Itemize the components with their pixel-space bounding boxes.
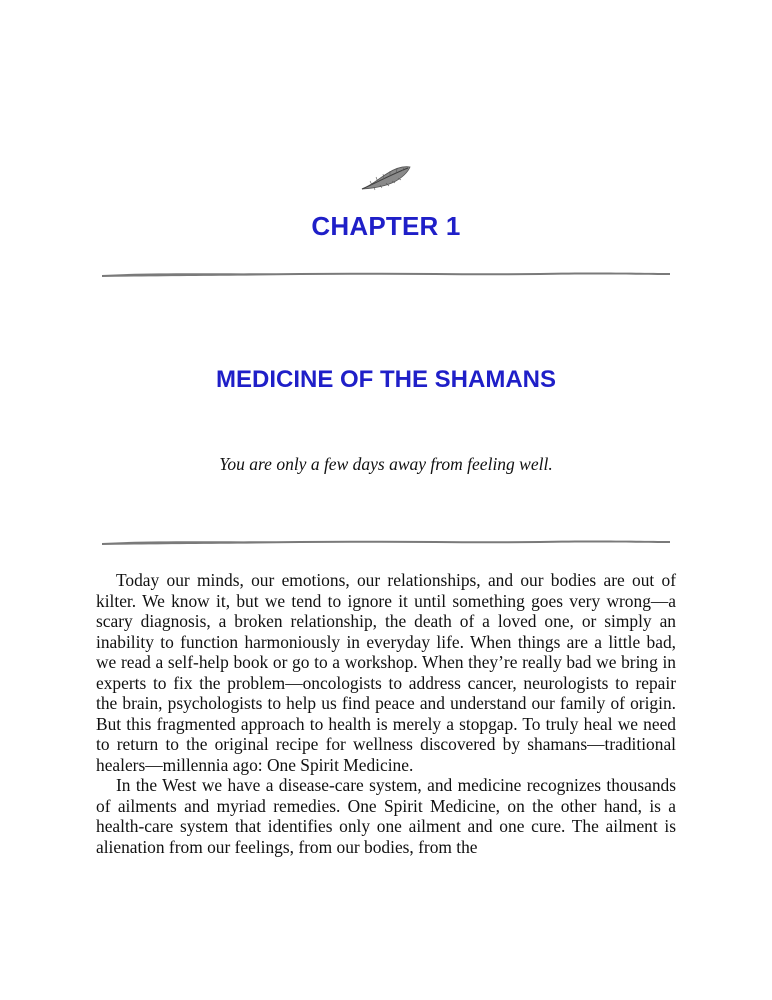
divider-rule	[100, 268, 672, 280]
paragraph: Today our minds, our emotions, our relationships, and our bodies are out of kilter. We know it, but we tend to ignore it until something goes very wrong—a scary diagnosis, a broken relationship, the death of a loved one, or simply an inability to function harmoniously in everyday life. When things are a little bad, we read a self-help book or go to a workshop. When they’re really bad we bring in experts to fix the problem—oncologists to address cancer, neurologists to repair the brain, psychologists to help us find peace and understand our family of origin. But this fragmented approach to health is merely a stopgap. To truly heal we need to return to the original recipe for wellness discovered by shamans—traditional healers—millennia ago: One Spirit Medicine.	[96, 570, 676, 775]
paragraph: In the West we have a disease-care system, and medicine recognizes thousands of ailments and myriad remedies. One Spirit Medicine, on the other hand, is a health-care system that identifies only one ailment and one cure. The ailment is alienation from our feelings, from our bodies, from the	[96, 775, 676, 857]
feather-icon	[358, 163, 414, 193]
divider-rule	[100, 536, 672, 548]
chapter-title: MEDICINE OF THE SHAMANS	[215, 366, 556, 393]
body-text	[96, 570, 676, 857]
chapter-label: CHAPTER 1	[311, 211, 461, 241]
epigraph: You are only a few days away from feeling well.	[219, 454, 553, 474]
